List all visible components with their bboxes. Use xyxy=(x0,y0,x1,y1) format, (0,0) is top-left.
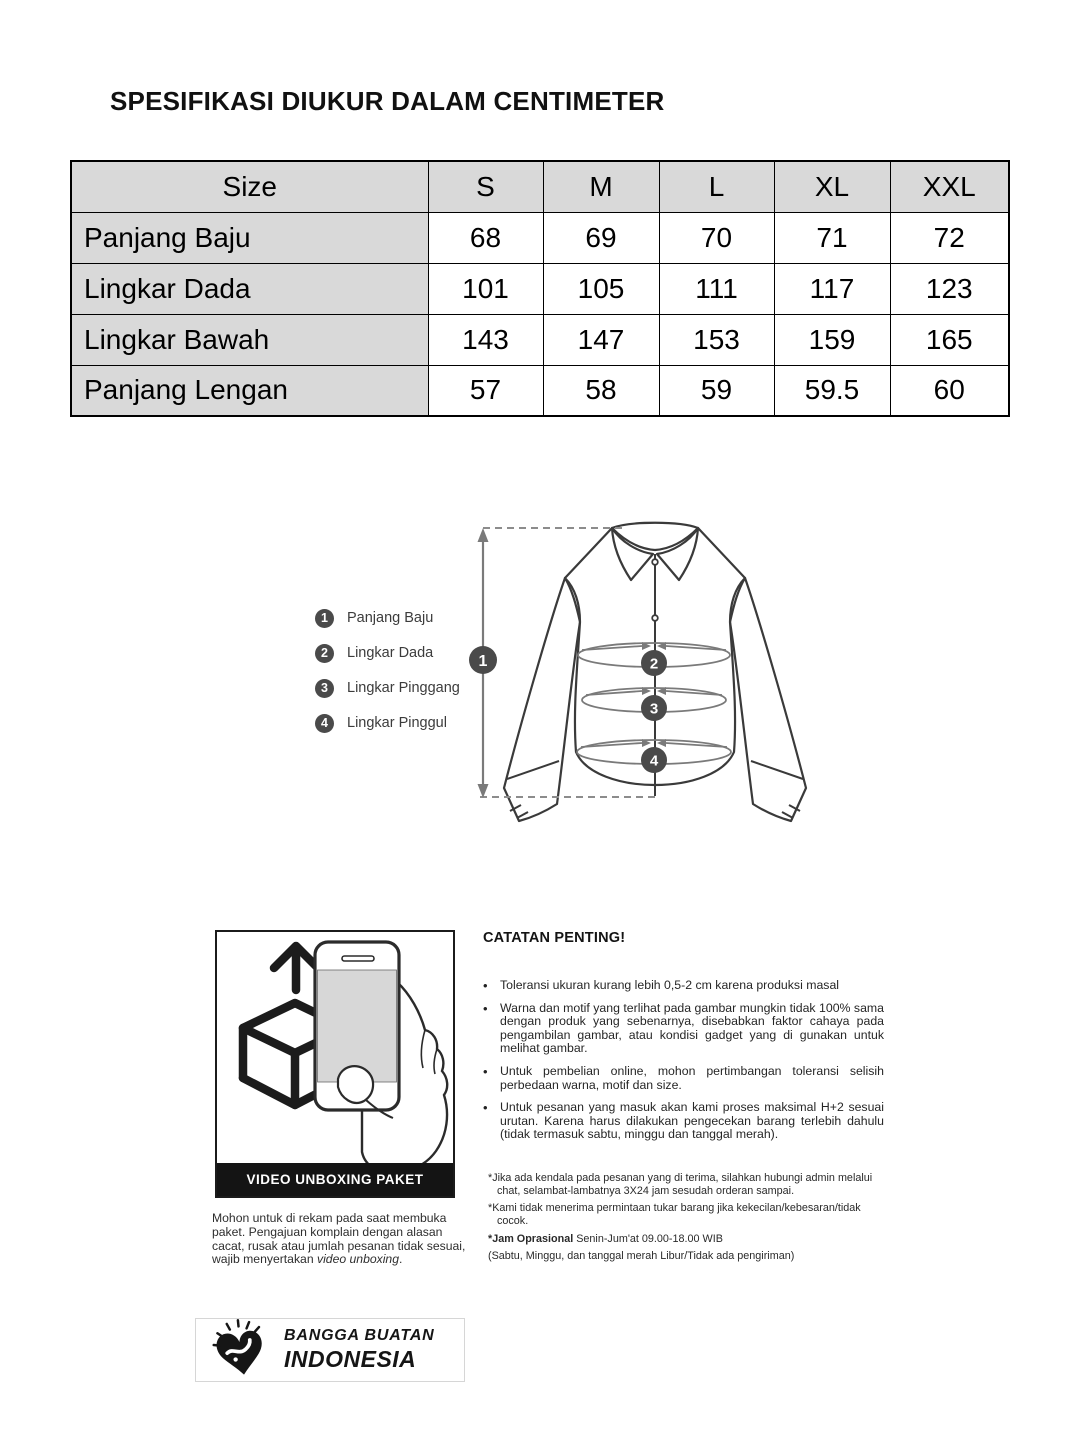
measurement-diagram xyxy=(0,500,1080,850)
table-cell: 153 xyxy=(659,314,774,365)
table-cell: 101 xyxy=(428,263,543,314)
table-cell: 60 xyxy=(890,365,1009,416)
table-cell: 71 xyxy=(774,212,890,263)
row-label: Panjang Lengan xyxy=(71,365,428,416)
brand-line1: BANGGA BUATAN xyxy=(284,1327,435,1344)
number-badge-icon: 2 xyxy=(315,644,334,663)
row-label: Lingkar Dada xyxy=(71,263,428,314)
video-unboxing-panel xyxy=(215,930,455,1198)
size-table-header-row xyxy=(71,161,1009,212)
video-unboxing-bar-label: VIDEO UNBOXING PAKET xyxy=(246,1172,424,1187)
size-table-header-cell: M xyxy=(543,161,659,212)
brand-logo-box xyxy=(195,1318,465,1382)
size-table-header-cell: Size xyxy=(71,161,428,212)
legend-label: Lingkar Dada xyxy=(347,645,434,661)
row-label: Panjang Baju xyxy=(71,212,428,263)
table-row xyxy=(71,365,1009,416)
legend-label: Lingkar Pinggul xyxy=(347,715,447,731)
note-bullet xyxy=(483,1101,884,1142)
legend-label: Lingkar Pinggang xyxy=(347,680,460,696)
number-badge-icon: 4 xyxy=(315,714,334,733)
footnote-text: Senin-Jum'at 09.00-18.00 WIB xyxy=(573,1232,723,1245)
table-cell: 117 xyxy=(774,263,890,314)
caption-period: . xyxy=(399,1252,403,1267)
size-table-header-cell: S xyxy=(428,161,543,212)
notes-heading: CATATAN PENTING! xyxy=(483,930,626,946)
diagram-badge-4: 4 xyxy=(649,752,659,770)
note-text: • Toleransi ukuran kurang lebih 0,5-2 cm karena produksi masal xyxy=(500,978,840,992)
table-cell: 69 xyxy=(543,212,659,263)
number-badge-icon: 1 xyxy=(315,609,334,628)
note-text: • Warna dan motif yang terlihat pada gambar mungkin tidak 100% sama dengan produk yang sebenarnya, disebabkan faktor cahaya pada pengambilan gambar, atau kondisi gadget yang di gunakan untuk melihat gambar. xyxy=(500,1000,884,1056)
footnote-line2: (Sabtu, Minggu, dan tanggal merah Libur/Tidak ada pengiriman) xyxy=(488,1250,795,1263)
video-unboxing-bar xyxy=(217,1163,453,1196)
size-table-header-cell: XXL xyxy=(890,161,1009,212)
note-bullet xyxy=(483,1002,884,1056)
unboxing-caption xyxy=(212,1212,468,1267)
number-badge-icon: 3 xyxy=(315,679,334,698)
table-cell: 105 xyxy=(543,263,659,314)
table-cell: 58 xyxy=(543,365,659,416)
footnotes xyxy=(488,1172,884,1264)
legend-item xyxy=(315,608,460,628)
table-cell: 165 xyxy=(890,314,1009,365)
note-text: • Untuk pembelian online, mohon pertimbangan toleransi selisih perbedaan warna, motif dan size. xyxy=(500,1063,884,1092)
caption-text: Mohon untuk di rekam pada saat membuka paket. Pengajuan komplain dengan alasan cacat, rusak atau jumlah pesanan tidak sesuai, wajib menyertakan xyxy=(212,1211,466,1267)
footnote-bold: *Jam Oprasional xyxy=(488,1232,574,1245)
size-table-header-cell: L xyxy=(659,161,774,212)
table-cell: 68 xyxy=(428,212,543,263)
table-cell: 57 xyxy=(428,365,543,416)
table-cell: 72 xyxy=(890,212,1009,263)
table-cell: 159 xyxy=(774,314,890,365)
footnote: *Jika ada kendala pada pesanan yang di terima, silahkan hubungi admin melalui chat, selambat-lambatnya 3X24 jam sesudah orderan sampai. xyxy=(488,1171,873,1197)
diagram-badge-1: 1 xyxy=(478,653,488,670)
note-bullet xyxy=(483,979,884,993)
table-cell: 123 xyxy=(890,263,1009,314)
footnote: *Kami tidak menerima permintaan tukar barang jika kekecilan/kebesaran/tidak cocok. xyxy=(488,1202,861,1228)
legend-item xyxy=(315,678,460,698)
table-row xyxy=(71,314,1009,365)
unboxing-illustration-icon xyxy=(217,932,453,1163)
table-row xyxy=(71,212,1009,263)
table-cell: 147 xyxy=(543,314,659,365)
table-cell: 59.5 xyxy=(774,365,890,416)
diagram-badge-2: 2 xyxy=(649,655,659,673)
size-table-header-cell: XL xyxy=(774,161,890,212)
note-bullet xyxy=(483,1065,884,1092)
size-table xyxy=(70,160,1010,417)
page-title: SPESIFIKASI DIUKUR DALAM CENTIMETER xyxy=(110,86,665,116)
legend-label: Panjang Baju xyxy=(347,610,434,626)
table-cell: 143 xyxy=(428,314,543,365)
important-notes xyxy=(483,930,884,1268)
legend-item xyxy=(315,713,460,733)
bangga-buatan-indonesia-logo-icon xyxy=(210,1319,272,1381)
table-cell: 70 xyxy=(659,212,774,263)
legend-item xyxy=(315,643,460,663)
diagram-badge-3: 3 xyxy=(649,700,659,718)
row-label: Lingkar Bawah xyxy=(71,314,428,365)
table-cell: 111 xyxy=(659,263,774,314)
table-cell: 59 xyxy=(659,365,774,416)
footnote xyxy=(488,1233,884,1246)
measurement-legend xyxy=(315,608,460,748)
brand-line2: INDONESIA xyxy=(284,1346,417,1372)
brand-text xyxy=(284,1327,435,1373)
note-text: • Untuk pesanan yang masuk akan kami proses maksimal H+2 sesuai urutan. Karena harus dilakukan pengecekan barang terlebih dahulu (tidak termasuk sabtu, minggu dan tanggal merah). xyxy=(500,1100,884,1142)
table-row xyxy=(71,263,1009,314)
caption-italic-text: video unboxing xyxy=(317,1252,399,1267)
shirt-measurement-diagram-icon xyxy=(440,500,870,845)
